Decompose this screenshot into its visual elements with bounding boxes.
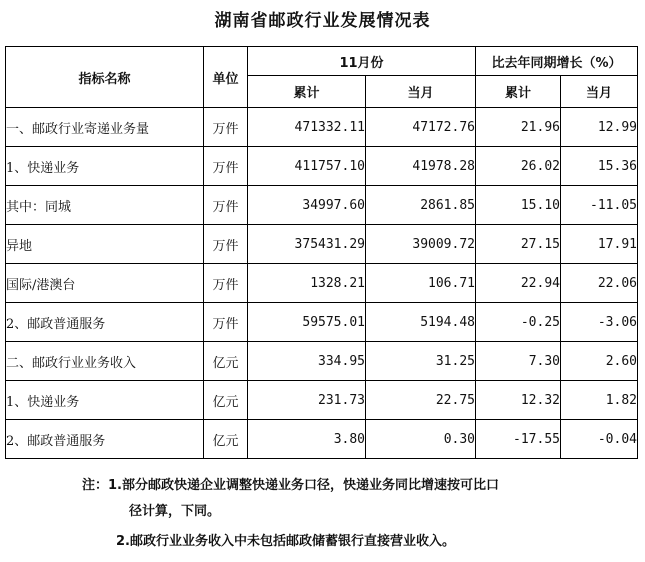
row-name: 1、快递业务 bbox=[6, 147, 204, 186]
postal-statistics-table bbox=[5, 46, 638, 459]
row-name: 2、邮政普通服务 bbox=[6, 303, 204, 342]
row-cumulative: 34997.60 bbox=[248, 186, 366, 225]
table-row bbox=[6, 108, 638, 147]
row-unit: 亿元 bbox=[204, 381, 248, 420]
row-growth-cumulative: -0.25 bbox=[476, 303, 561, 342]
row-growth-current: 22.06 bbox=[561, 264, 638, 303]
table-row bbox=[6, 264, 638, 303]
header-growth-current: 当月 bbox=[561, 76, 638, 108]
table-row bbox=[6, 225, 638, 264]
row-name: 2、邮政普通服务 bbox=[6, 420, 204, 459]
row-cumulative: 59575.01 bbox=[248, 303, 366, 342]
row-growth-current: 17.91 bbox=[561, 225, 638, 264]
table-row bbox=[6, 303, 638, 342]
row-name: 二、邮政行业业务收入 bbox=[6, 342, 204, 381]
row-growth-current: 1.82 bbox=[561, 381, 638, 420]
row-unit: 亿元 bbox=[204, 420, 248, 459]
row-growth-current: 12.99 bbox=[561, 108, 638, 147]
header-unit: 单位 bbox=[204, 47, 248, 108]
row-name: 国际/港澳台 bbox=[6, 264, 204, 303]
table-title: 湖南省邮政行业发展情况表 bbox=[214, 11, 431, 31]
header-growth-cumulative: 累计 bbox=[476, 76, 561, 108]
row-name: 一、邮政行业寄递业务量 bbox=[6, 108, 204, 147]
note-2: 2.邮政行业业务收入中未包括邮政储蓄银行直接营业收入。 bbox=[116, 534, 455, 549]
row-cumulative: 3.80 bbox=[248, 420, 366, 459]
row-unit: 亿元 bbox=[204, 342, 248, 381]
row-current: 5194.48 bbox=[366, 303, 476, 342]
row-cumulative: 231.73 bbox=[248, 381, 366, 420]
header-cumulative: 累计 bbox=[248, 76, 366, 108]
table-row bbox=[6, 420, 638, 459]
row-growth-cumulative: 12.32 bbox=[476, 381, 561, 420]
table-row bbox=[6, 186, 638, 225]
row-growth-current: 15.36 bbox=[561, 147, 638, 186]
note-1-line-2: 径计算，下同。 bbox=[129, 504, 221, 519]
row-growth-current: 2.60 bbox=[561, 342, 638, 381]
row-growth-cumulative: -17.55 bbox=[476, 420, 561, 459]
table-row bbox=[6, 147, 638, 186]
row-growth-cumulative: 21.96 bbox=[476, 108, 561, 147]
table-row bbox=[6, 342, 638, 381]
row-current: 39009.72 bbox=[366, 225, 476, 264]
row-current: 47172.76 bbox=[366, 108, 476, 147]
row-current: 106.71 bbox=[366, 264, 476, 303]
row-name: 异地 bbox=[6, 225, 204, 264]
row-growth-cumulative: 27.15 bbox=[476, 225, 561, 264]
row-unit: 万件 bbox=[204, 303, 248, 342]
row-unit: 万件 bbox=[204, 264, 248, 303]
row-growth-current: -0.04 bbox=[561, 420, 638, 459]
row-name: 其中：同城 bbox=[6, 186, 204, 225]
row-growth-current: -11.05 bbox=[561, 186, 638, 225]
row-current: 22.75 bbox=[366, 381, 476, 420]
row-cumulative: 1328.21 bbox=[248, 264, 366, 303]
table-row bbox=[6, 381, 638, 420]
row-growth-cumulative: 7.30 bbox=[476, 342, 561, 381]
row-growth-cumulative: 22.94 bbox=[476, 264, 561, 303]
row-unit: 万件 bbox=[204, 147, 248, 186]
header-row-1 bbox=[6, 47, 638, 76]
header-current: 当月 bbox=[366, 76, 476, 108]
row-cumulative: 334.95 bbox=[248, 342, 366, 381]
row-growth-cumulative: 26.02 bbox=[476, 147, 561, 186]
row-name: 1、快递业务 bbox=[6, 381, 204, 420]
row-cumulative: 411757.10 bbox=[248, 147, 366, 186]
row-unit: 万件 bbox=[204, 186, 248, 225]
header-month-group: 11月份 bbox=[248, 47, 476, 76]
header-growth-group: 比去年同期增长（%） bbox=[476, 47, 638, 76]
row-unit: 万件 bbox=[204, 108, 248, 147]
row-cumulative: 375431.29 bbox=[248, 225, 366, 264]
row-growth-cumulative: 15.10 bbox=[476, 186, 561, 225]
row-current: 41978.28 bbox=[366, 147, 476, 186]
header-indicator: 指标名称 bbox=[6, 47, 204, 108]
note-1-line-1: 注：1.部分邮政快递企业调整快递业务口径，快递业务同比增速按可比口 bbox=[82, 478, 499, 493]
row-current: 0.30 bbox=[366, 420, 476, 459]
row-unit: 万件 bbox=[204, 225, 248, 264]
row-growth-current: -3.06 bbox=[561, 303, 638, 342]
row-current: 2861.85 bbox=[366, 186, 476, 225]
row-current: 31.25 bbox=[366, 342, 476, 381]
row-cumulative: 471332.11 bbox=[248, 108, 366, 147]
